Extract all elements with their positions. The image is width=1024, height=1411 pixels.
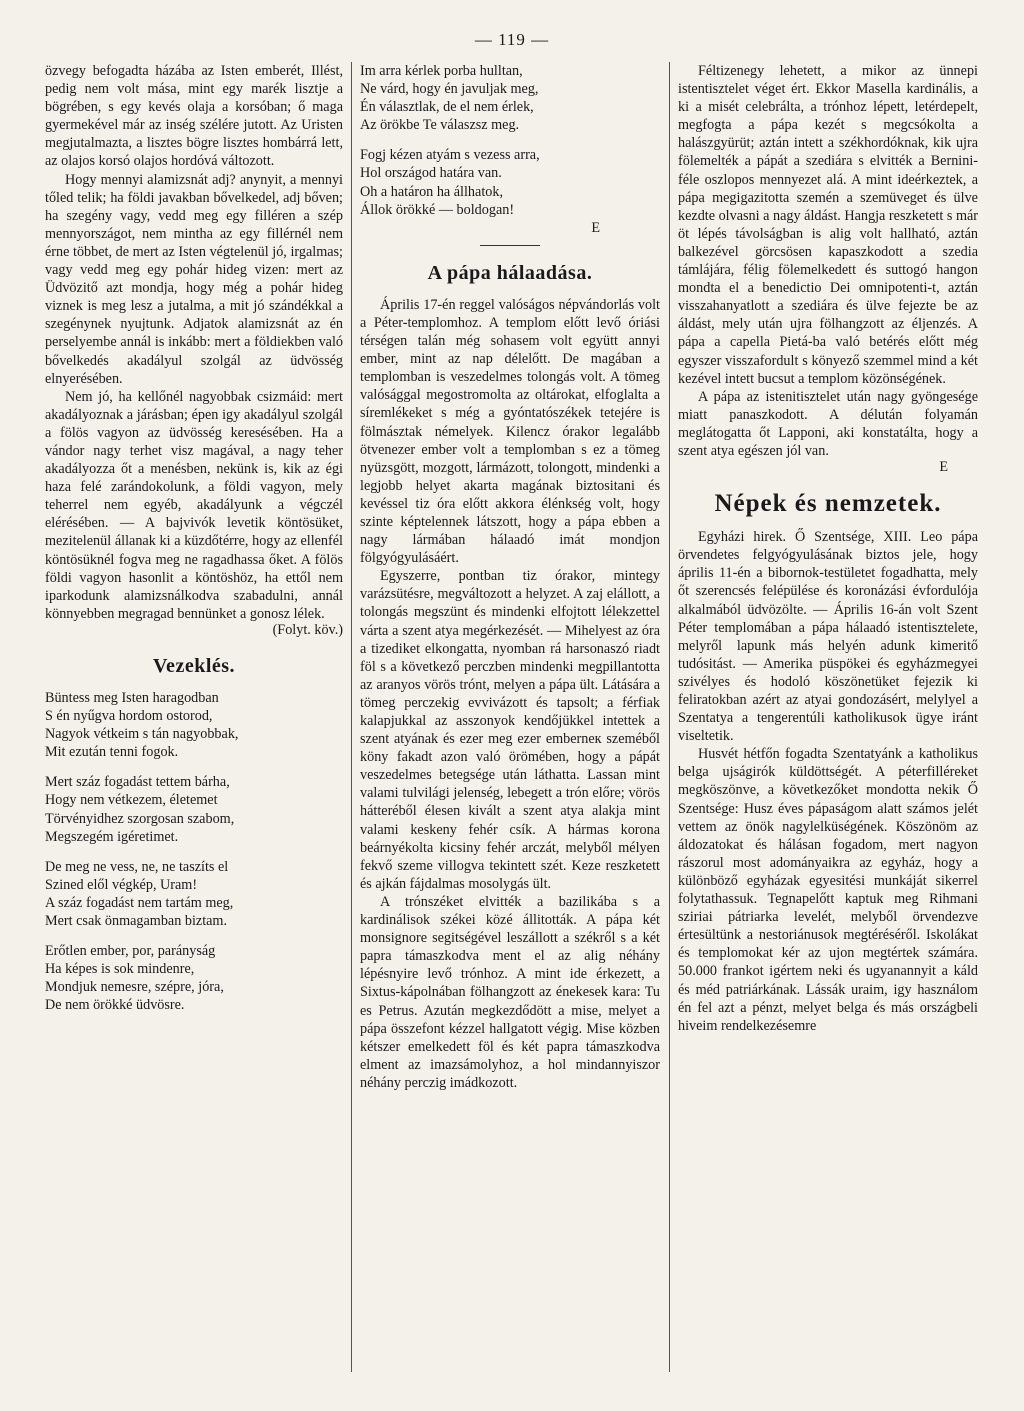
heading-nepek-es-nemzetek: Népek és nemzetek. [714,490,942,518]
verse-line: Mert száz fogadást tettem bárha, [45,774,230,791]
column-right [678,62,978,1035]
page-number: — 119 — [474,30,550,49]
paragraph: Hogy mennyi alamizsnát adj? anynyit, a mennyi tőled telik; ha földi javakban bővelkedel, adj bőven; ha szegény vagy, vedd meg egy filléren a szép mennyországot, nem mintha az egy fillérnél nem érne többet, de mert az Isten végtelenül jó, irgalmas; vagy vedd meg egy pohár hideg vizen: mert az Üdvözitő azt mondja, hogy még a pohár hideg viznek is meg lesz a jutalma, a mit jó szándékkal a szegénynek nyujtunk. Adjatok alamizsnát az én perselyembe annál is inkább: mert a földiekben való bővelkedés akadályul szolgál az üdvösség elnyerésében. [45,171,343,387]
column-divider-right [669,62,670,1372]
paragraph: Egyszerre, pontban tiz órakor, mintegy varázsütésre, megváltozott a helyzet. A zaj elállott, a tolongás megszünt és mindenki elfojtott lélekzettel várta a szent atya megérkezését. — Mihelyest az óra a tizediket elkongatta, nyomban rá harsonaszó riadt föl s a következő perczben mindenki megpillantotta az aranyos vörös trónt, melyen a pápa ült. Látására a tömeg perczekig evvivázott és tapsolt; a férfiak kalapjukkal az asszonyok kendőjükkel intettek a szent atyának és ezer meg ezer emberneк szeméből köny fakadt azon való örömében, hogy a pápát veszedelmes betegsége után láthatta. Lassan mint valami tulvilági jelenség, lebegett a trón előre; vörös hátteréből élesen kivált a szent atya alakja mint valami keskeny fehér csík. A hármas korona beárnyékolta kicsiny fehér arczát, melyből mélyen fekvő szeme villogva tekintett szét. Keze reszketett és ajkán fájdalmas mosolygás ült. [360,568,660,892]
verse-line: Szined elől végkép, Uram! [45,876,198,893]
column-middle [360,62,660,1092]
verse-line: Törvényidhez szorgosan szabom, [45,810,235,827]
verse-stanza [45,942,343,1014]
verse-line: Az örökbe Te válaszsz meg. [360,117,520,134]
heading-vezekles: Vezeklés. [152,655,236,677]
verse-line: Mit ezután tenni fogok. [45,744,179,761]
verse-line: S én nyűgva hordom ostorod, [45,708,213,725]
verse-line: Hogy nem vétkezem, életemet [45,792,218,809]
heading-papa-halaadasa: A pápa hálaadása. [427,261,593,284]
column-divider-left [351,62,352,1372]
paragraph: A trónszéket elvitték a bazilikába s a kardinálisok székei közé állitották. A pápa két monsignore segitségével leszállott a székről s a két papra támaszkodva ment el az alig néhány lépésnyire levő trónhoz. A mint ide érkezett, a Sixtus-kápolnában fölhangzott az énekesek kara: Tu es Petrus. Azután megkezdődött a mise, melyet a pápa összefont kézzel hallgatott végig. Mise közben kétszer emelkedett föl és két papra támaszkodva elment az imazsámolyhoz, a hol mindannyiszor néhány perczig imádkozott. [360,893,660,1091]
continued-note: (Folyt. köv.) [272,621,343,638]
verse-line: Én választlak, de el nem érlek, [360,99,534,116]
verse-line: Oh a határon ha állhatok, [360,183,504,200]
verse-line: De meg ne vess, ne, ne taszíts el [45,858,229,875]
paragraph: özvegy befogadta házába az Isten emberét, Illést, pedig nem volt mása, mint egy marék lisztje a bögrében, s egy kevés olaja a korsóban; ő maga gyermekével már az inség szélére jutott. Az Uristen megjutalmazta, a lisztes bögre lisztes hombárrá lett, az olajos korsó olajos hordóvá változott. [45,63,343,170]
author-signoff: E [939,459,948,476]
verse-stanza [360,62,660,134]
verse-line: Hol országod határa van. [360,165,502,182]
paragraph: Husvét hétfőn fogadta Szentatyánk a katholikus belga ujságirók küldöttségét. A péterfilléreket megköszönve, a következőket mondotta nekik Ő Szentsége: Husz éves pápaságom alatt számos jelét vettem az önök nagylelküségének. Köszönöm az áldozatokat és hálásan fogadom, mert nagyon rászorul most adományaikra az egyház, hogy a különböző egyházak egyesitési munkáját sikerrel folytathassuk. Tegnapelőtt kaptuk meg Rihmani sziriai pátriarka levelét, melyből örvendezve értesültünk a nestoriánusok megtéréséről. Iskolákat és templomokat kér az ujon megtértek számára. 50.000 frankot igértem neki és ugyanannyit a káld és méd patriárkának. Lássák uraim, igy használom én fel azt a pénzt, melyet belga és más országbeli hiveim rendelkezésemre [678,746,978,1034]
verse-line: Ne várd, hogy én javuljak meg, [360,81,539,98]
verse-line: Fogj kézen atyám s vezess arra, [360,147,540,164]
verse-stanza [45,773,343,845]
verse-stanza [360,146,660,218]
verse-line: Megszegém igéretimet. [45,828,179,845]
verse-stanza [45,689,343,761]
paragraph: Egyházi hirek. Ő Szentsége, XIII. Leo pápa örvendetes felgyógyulásának biztos jele, hogy április 11-én a bibornok-testületet fogadhatta, mely őt szerencsés felépülése és koronázási évfordulója alkalmából üdvözölte. — Április 16-án volt Szent Péter templomában a pápa hálaadó istentisztelete, melyről lapunk más helyén adunk kimeritő tudósitást. — Amerika püspökei és egyházmegyei szivélyes és hodoló köszönetüket fejezik ki feliratokban azért az atyai gondozásért, melylyel a Szentatya a tengerentúli katholikusok ügye iránt viseltetik. [678,529,978,745]
verse-stanza [45,858,343,930]
paragraph: Április 17-én reggel valóságos népvándorlás volt a Péter-templomhoz. A templom előtt levő óriási térségen talán még sohasem volt együtt annyi ember, mint az nap délelőtt. De magában a templomban is veszedelmes tolongás volt. A tömeg valósággal megostromolta az oltárokat, elfoglalta a síremlékeket s még a gyóntatószékek tetejére is fölmásztak némelyek. Kilencz órakor legalább ötvenezer ember volt a templomban s ez a tömeg nyüzsgött, mozgott, lármázott, tolongott, mindenki a legjobb helyet akarta magának biztositani és kevéssel tiz óra előtt akkora élénkség volt, hogy szinte képtelennek látszott, hogy a pápa ebben a nagy lármában hálaadó imát mondjon fölgyógyulásáért. [360,296,660,567]
verse-line: Mondjuk nemesre, szépre, jóra, [45,979,224,996]
verse-line: Büntess meg Isten haragodban [45,690,219,706]
verse-line: A száz fogadást nem tartám meg, [45,894,234,911]
verse-line: Im arra kérlek porba hulltan, [360,63,523,79]
paragraph: A pápa az istenitisztelet után nagy gyöngesége miatt panaszkodott. A délután folyamán meglátogatta őt Lapponi, aki konstatálta, hogy a szent atya egészen jól van. [678,388,978,459]
verse-line: Ha képes is sok mindenre, [45,961,195,978]
paragraph: Féltizenegy lehetett, a mikor az ünnepi istentisztelet véget ért. Ekkor Masella kardinális, a ki a misét celebrálta, a trónhoz lépett, letérdepelt, megfogta a pápa kezét s megcsókolta a halászgyürüt; aztán intett a székhordóknak, kik ujra fölemelték a pápát a szediára s elvitték a Bernini-féle oszlopos mennyezet alá. A mint ideérkeztek, a pápa megigazitotta szemén a szemüveget és ülve kezdte olvasni a nagy áldást. Hangja reszketett s már öt lépés távolságban is alig volt hallható, aztán balkezével görcsösen kapaszkodott a szedia támlájára, félig fölemelkedett és suttogó hangon mondta el a benedictio Dei omnipotenti-t, aztán visszahanyatlott a szediára és ülve fejezte be az áldást, mely után ujra fölhangzott az éljenzés. A pápa a capella Pietá-ba való betérés előtt még egyszer visszafordult s könyező szemmel mind a két kezével intett bucsut a templom közönségének. [678,63,978,387]
verse-line: Nagyok vétkeim s tán nagyobbak, [45,726,239,743]
author-signoff: E [591,219,600,236]
section-divider [480,245,540,246]
paragraph: Nem jó, ha kellőnél nagyobbak csizmáid: mert akadályoznak a járásban; épen igy akadályul szolgál a fölös vagyon az üdvösség keresésében. Ha a vándor nagy terhet visz magával, a nagy teher akadályozza őt a menésben, nekünk is, kik az égi haza felé zarándokolunk, a földi vagyon, mely teherrel nem egyéb, akadályunk a végczél elérésében. — A bajvivók levetik köntösüket, mezitelenül állanak ki a küzdőtérre, hogy az ellenfél köntösüknél fogva meg ne ragadhassa őket. A fölös földi vagyon hasonlit a köntöshöz, ha ettől nem iparkodunk alamizsnálkodva szabadulni, annál könnyebben megragad bennünket a gonosz lélek. [45,388,343,622]
column-left [45,62,343,1027]
verse-line: Erőtlen ember, por, parányság [45,943,216,960]
verse-line: Állok örökké — boldogan! [360,201,515,218]
verse-line: Mert csak önmagamban biztam. [45,913,228,930]
verse-line: De nem örökké üdvösre. [45,997,185,1014]
